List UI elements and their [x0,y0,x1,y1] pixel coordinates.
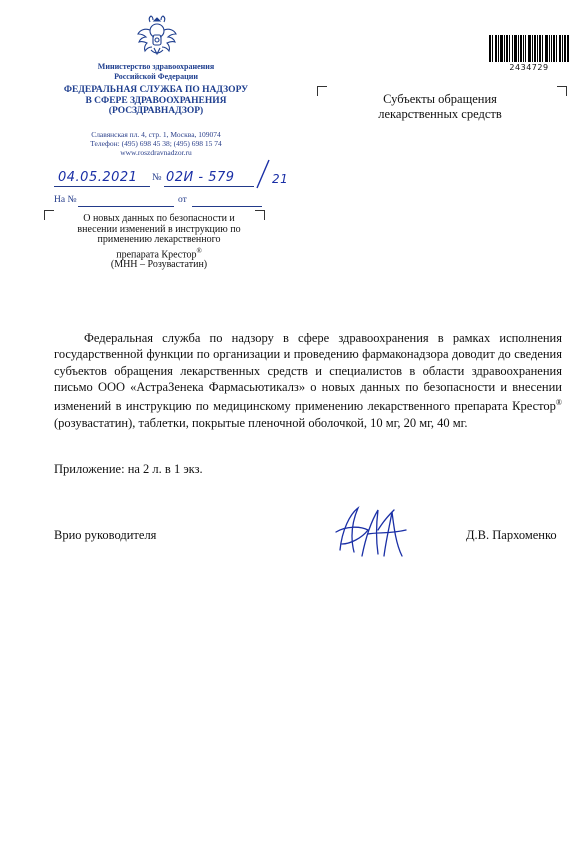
agency-name: ФЕДЕРАЛЬНАЯ СЛУЖБА ПО НАДЗОРУ В СФЕРЕ ЗДРАВООХРАНЕНИЯ (РОСЗДРАВНАДЗОР) [63,85,249,116]
recipient-corner-top-right [557,86,567,96]
recipient-corner-top-left [317,86,327,96]
letterhead [40,62,272,157]
barcode [489,35,569,62]
agency-phone: Телефон: (495) 698 45 38; (495) 698 15 74 [90,138,222,148]
letter-body: Федеральная служба по надзору в сфере здравоохранения в рамках исполнения государственной функции по организации и проведению фармаконадзора доводит до сведения субъектов обращения лекарственных средств и специалистов в области здравоохранения письмо ООО «АстраЗенека Фармасьютикалз» о новых данных по безопасности и внесении изменений в инструкцию по медицинскому применению лекарственного препарата Крестор® (розувастатин), таблетки, покрытые пленочной оболочкой, 10 мг, 20 мг, 40 мг. [54,331,562,430]
agency-website: www.roszdravnadzor.ru [120,147,192,157]
signer-title: Врио руководителя [54,528,157,542]
handwritten-date: 04.05.2021 [58,170,138,185]
russian-coat-of-arms-icon [132,12,182,62]
outgoing-reference [54,170,294,192]
handwritten-number: 02И - 579 [166,170,235,185]
ministry-name: Министерство здравоохранения Российской Федерации [97,62,215,81]
barcode-number: 2434729 [509,63,549,72]
handwritten-signature [332,500,412,564]
incoming-date-label: от [178,195,187,205]
subject-corner-top-left [44,210,54,220]
handwritten-slash-icon [254,158,272,190]
letter-subject: О новых данных по безопасности и внесении изменений в инструкцию по применению лекарственного препарата Крестор® (МНН – Розувастатин) [77,213,241,271]
incoming-number-label: На № [54,195,77,205]
agency-address: Славянская пл. 4, стр. 1, Москва, 109074 [91,129,221,139]
recipient: Субъекты обращения лекарственных средств [378,92,502,121]
signer-name: Д.В. Пархоменко [466,528,557,542]
number-label: № [152,172,162,183]
attachment-note: Приложение: на 2 л. в 1 экз. [54,462,203,476]
handwritten-year: 21 [272,172,289,186]
agency-contacts [40,130,272,157]
